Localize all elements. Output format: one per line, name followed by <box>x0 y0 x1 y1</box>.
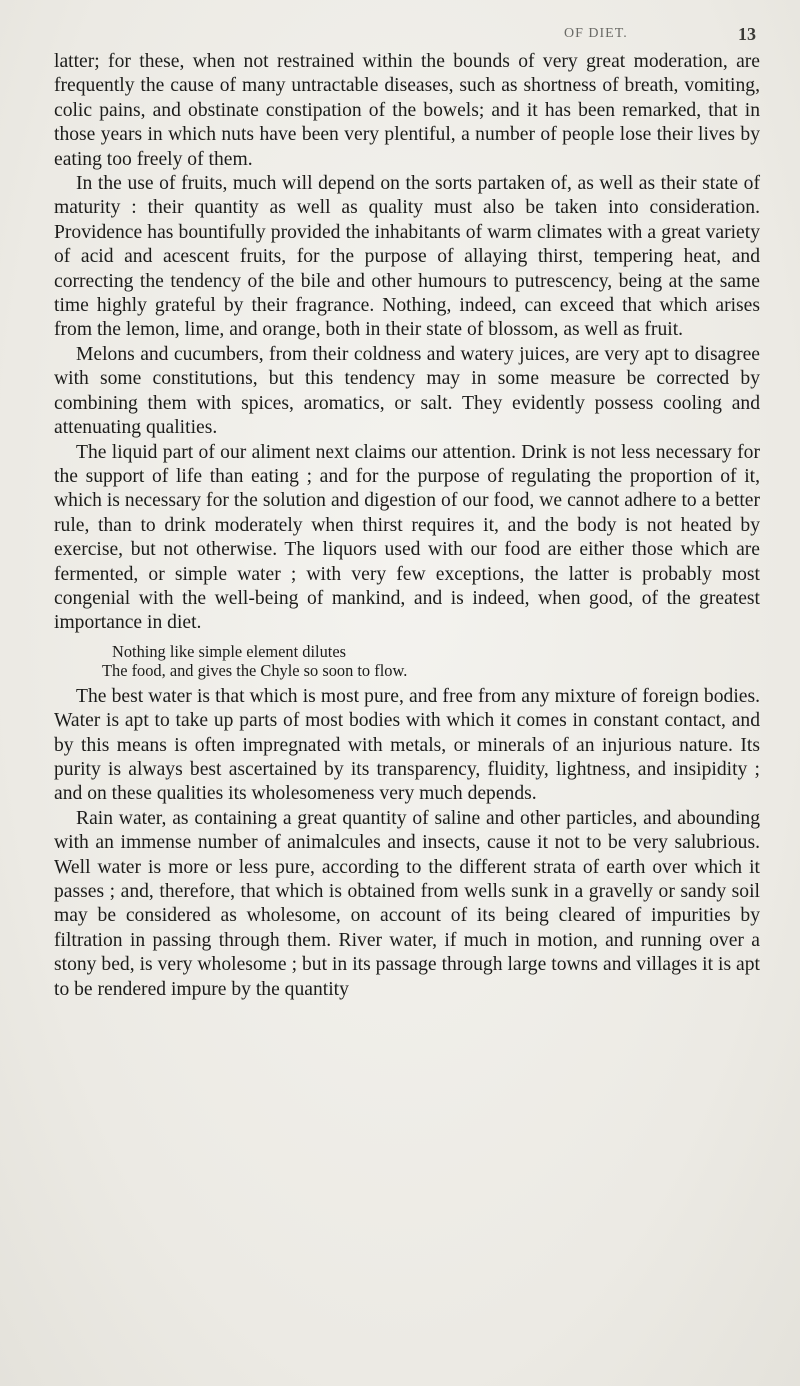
paragraph: The liquid part of our aliment next claims our attention. Drink is not less necessary for the support of life than eating ; and for the purpose of regulating the proportion of it, which is necessary for the solution and digestion of our food, we cannot adhere to a better rule, than to drink moderately when thirst requires it, and the body is not heated by exercise, but not otherwise. The liquors used with our food are either those which are fermented, or simple water ; with very few exceptions, the latter is probably most congenial with the well-being of mankind, and is indeed, when good, of the greatest importance in diet. <box>54 441 760 634</box>
paragraph: latter; for these, when not restrained within the bounds of very great moderation, are frequently the cause of many untractable diseases, such as shortness of breath, vomiting, colic pains, and obstinate constipation of the bowels; and it has been remarked, that in those years in which nuts have been very plentiful, a number of people lose their lives by eating too freely of them. <box>54 51 760 170</box>
paragraph: Melons and cucumbers, from their coldness and watery juices, are very apt to disagree with some constitutions, but this tendency may in some measure be corrected by combining them with spices, aromatics, or salt. They evidently possess cooling and attenuating qualities. <box>54 343 760 439</box>
paragraph: The best water is that which is most pure, and free from any mixture of foreign bodies. Water is apt to take up parts of most bodies with which it comes in constant contact, and by this means is often impregnated with metals, or minerals of an injurious nature. Its purity is always best ascertained by its transparency, fluidity, lightness, and insipidity ; and on these qualities its wholesomeness very much depends. <box>54 685 760 805</box>
page-body <box>54 50 760 1002</box>
verse-line: The food, and gives the Chyle so soon to flow. <box>102 661 408 681</box>
page-header <box>54 24 756 48</box>
running-head: OF DIET. <box>564 26 628 41</box>
paragraph: In the use of fruits, much will depend on the sorts partaken of, as well as their state of maturity : their quantity as well as quality must also be taken into consideration. Providence has bountifully provided the inhabitants of warm climates with a great variety of acid and acescent fruits, for the purpose of allaying thirst, tempering heat, and correcting the tendency of the bile and other humours to putrescency, being at the same time highly grateful by their fragrance. Nothing, indeed, can exceed that which arises from the lemon, lime, and orange, both in their state of blossom, as well as fruit. <box>54 173 760 341</box>
verse-quotation <box>54 642 760 681</box>
paragraph: Rain water, as containing a great quantity of saline and other particles, and abounding with an immense number of animalcules and insects, cause it not to be very salubrious. Well water is more or less pure, according to the different strata of earth over which it passes ; and, therefore, that which is obtained from wells sunk in a gravelly or sandy soil may be considered as wholesome, on account of its being cleared of impurities by filtration in passing through them. River water, if much in motion, and running over a stony bed, is very wholesome ; but in its passage through large towns and villages it is apt to be rendered impure by the quantity <box>54 807 760 1000</box>
verse-line: Nothing like simple element dilutes <box>112 641 346 661</box>
page-number: 13 <box>738 24 756 44</box>
